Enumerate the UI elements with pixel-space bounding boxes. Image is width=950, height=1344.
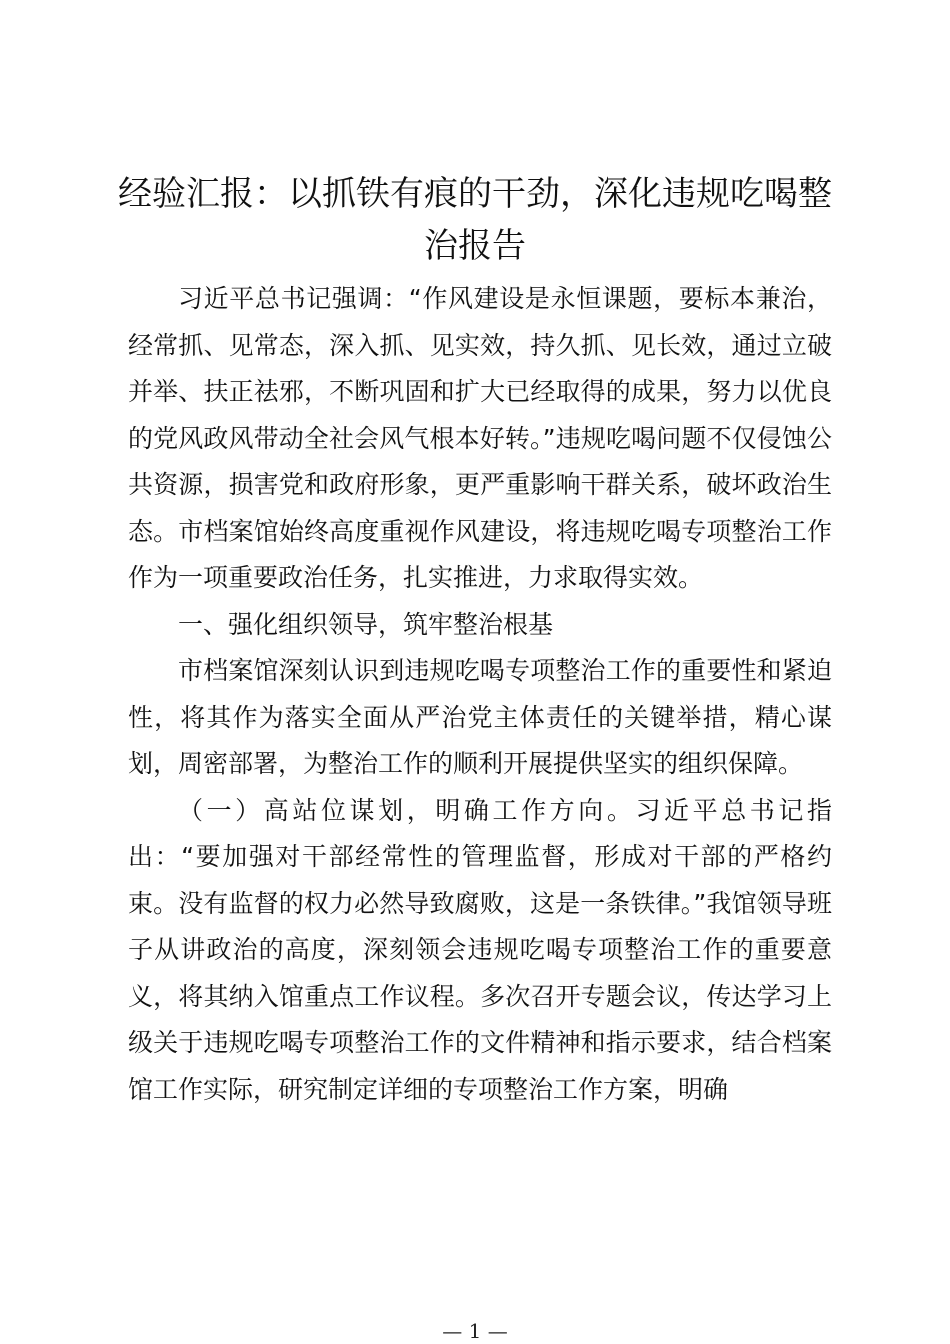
intro-paragraph: 习近平总书记强调：“作风建设是永恒课题，要标本兼治，经常抓、见常态，深入抓、见实效，持久抓、见长效，通过立破并举、扶正祛邪，不断巩固和扩大已经取得的成果，努力以优良的党风政风带动全社会风气根本好转。”违规吃喝问题不仅侵蚀公共资源，损害党和政府形象，更严重影响干群关系，破坏政治生态。市档案馆始终高度重视作风建设，将违规吃喝专项整治工作作为一项重要政治任务，扎实推进，力求取得实效。 (128, 284, 832, 592)
page-number: — 1 — (442, 1319, 508, 1343)
section-heading-1: 一、强化组织领导，筑牢整治根基 (178, 609, 554, 639)
document-body (128, 276, 832, 1113)
subsection-1-paragraph: （一）高站位谋划，明确工作方向。习近平总书记指出：“要加强对干部经常性的管理监督，形成对干部的严格约束。没有监督的权力必然导致腐败，这是一条铁律。”我馆领导班子从讲政治的高度，深刻领会违规吃喝专项整治工作的重要意义，将其纳入馆重点工作议程。多次召开专题会议，传达学习上级关于违规吃喝专项整治工作的文件精神和指示要求，结合档案馆工作实际，研究制定详细的专项整治工作方案，明确 (128, 795, 832, 1104)
document-title: 经验汇报：以抓铁有痕的干劲，深化违规吃喝整治报告 (118, 174, 832, 266)
section-1-paragraph: 市档案馆深刻认识到违规吃喝专项整治工作的重要性和紧迫性，将其作为落实全面从严治党主体责任的关键举措，精心谋划，周密部署，为整治工作的顺利开展提供坚实的组织保障。 (128, 656, 832, 778)
